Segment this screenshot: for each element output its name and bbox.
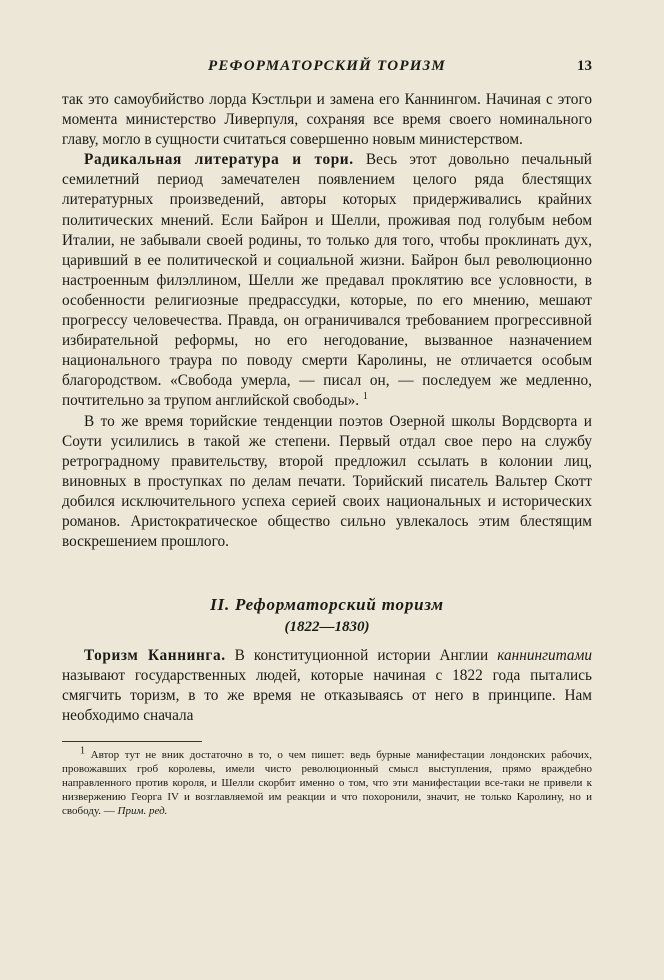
section-title: II. Реформаторский торизм <box>210 595 444 615</box>
paragraph-text: называют государственных людей, которые начиная с 1822 года пытались смягчить торизм, в то же время не отказываясь от него в принципе. Нам необходимо сначала <box>62 667 592 725</box>
run-in-heading: Торизм Каннинга. <box>84 647 226 665</box>
running-head <box>62 58 592 80</box>
paragraph-canning-torism <box>62 646 592 726</box>
footnote-divider <box>62 741 202 742</box>
paragraph-text: В конституционной истории Англии <box>225 647 498 665</box>
section-dates: (1822—1830) <box>284 619 370 636</box>
running-head-title: РЕФОРМАТОРСКИЙ ТОРИЗМ <box>208 58 446 74</box>
footnote-marker: 1 <box>80 744 85 756</box>
footnote-reference: 1 <box>362 391 368 403</box>
paragraph-text: так это самоубийство лорда Кэстльри и замена его Каннингом. Начиная с этого момента министерство Ливерпуля, сохраняя все время своего номинального главу, могло в сущности считаться совершенно новым министерством. <box>62 91 592 149</box>
paragraph-lake-school <box>62 412 592 553</box>
paragraph-radical-literature <box>62 150 592 411</box>
paragraph-text: В то же время торийские тенденции поэтов Озерной школы Вордсворта и Соути усилились в такой же степени. Первый отдал свое перо на службу ретроградному правительству, второй предложил ссылать в колонии лиц, виновных в проступках по делам печати. Торийский писатель Вальтер Скотт добился исключительного успеха серией своих национальных и исторических романов. Аристократическое общество сильно увлекалось этим блестящим воскрешением прошлого. <box>62 412 592 551</box>
footnote-text: Автор тут не вник достаточно в то, о чем пишет: ведь бурные манифестации лондонских рабочих, провожавших гроб королевы, имели чисто революционный смысл выступления, прямо враждебно направленного против короля, и Шелли скорбит именно о том, что эти манифестации все-таки не привели к низвержению Георга IV и возглавляемой им реакции и что похоронили, значит, не только Каролину, но и свободу. — <box>62 748 592 817</box>
italic-term: каннингитами <box>497 647 592 665</box>
paragraph-continuation <box>62 90 592 150</box>
footnote-attribution: Прим. ред. <box>117 804 168 817</box>
paragraph-text: Весь этот довольно печальный семилетний период замечателен появлением целого ряда блестящих литературных произведений, авторы которых придерживались крайних политических мнений. Если Байрон и Шелли, проживая под голубым небом Италии, не забывали своей родины, то только для того, чтобы проклинать дух, царивший в ее политической и социальной жизни. Байрон был революционно настроенным филэллином, Шелли же предавал проклятию все условности, в особенности религиозные предрассудки, которые, по его мнению, мешают прогрессу человечества. Правда, он ограничивался требованием прогрессивной избирательной реформы, но его негодование, вызванное назначением национального траура по поводу смерти Каролины, не отличается особым благородством. «Свобода умерла, — писал он, — последуем же медленно, почтительно за трупом английской свободы». <box>62 151 592 410</box>
body-text <box>62 90 592 818</box>
footnote <box>62 744 592 818</box>
run-in-heading: Радикальная литература и тори. <box>84 151 354 169</box>
page-number: 13 <box>577 58 592 74</box>
